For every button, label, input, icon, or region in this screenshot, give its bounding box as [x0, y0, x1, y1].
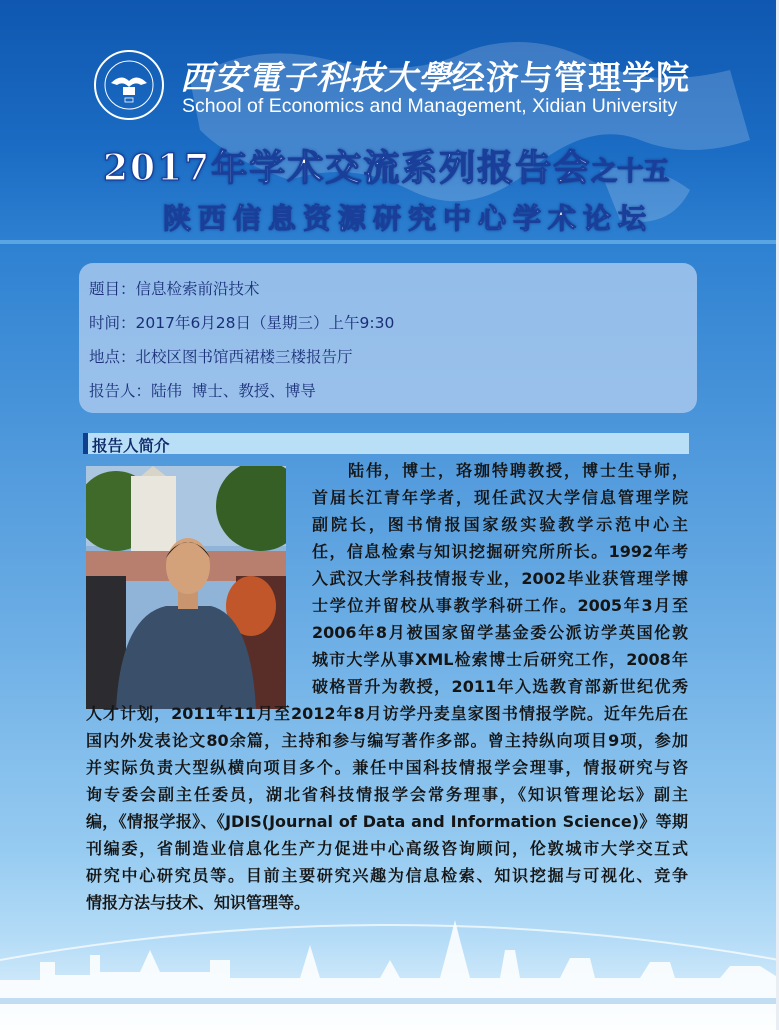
bio-line: 首届长江青年学者，现任武汉大学信息管理学院: [312, 488, 688, 507]
bio-line: 编，《情报学报》、《JDIS(Journal of Data and Information Science)》等期: [86, 812, 688, 831]
bio-line: 刊编委，省制造业信息化生产力促进中心高级咨询顾问，伦敦城市大学交互式: [86, 839, 688, 858]
bio-line: 破格晋升为教授，2011年入选教育部新世纪优秀: [312, 677, 688, 696]
lecture-place: 地点：北校区图书馆西裙楼三楼报告厅: [89, 348, 353, 366]
bio-line: 士学位并留校从事教学科研工作。2005年3月至: [312, 596, 688, 615]
header-divider: [0, 240, 779, 244]
speaker-photo: [86, 466, 286, 709]
speaker-bio-continued: [86, 700, 688, 916]
speaker-bio-heading: 报告人简介: [92, 437, 170, 455]
bio-line: 情报方法与技术、知识管理等。: [86, 893, 311, 912]
bio-line: 城市大学从事XML检索博士后研究工作，2008年: [312, 650, 688, 669]
school-name-bold: 经济与管理学院: [452, 58, 690, 97]
event-subtitle: 陕西信息资源研究中心学术论坛: [163, 202, 654, 235]
school-name-english: School of Economics and Management, Xidian University: [182, 95, 678, 117]
bio-line: 询专委会副主任委员，湖北省科技情报学会常务理事，《知识管理论坛》副主: [86, 785, 688, 804]
bio-line: 陆伟，博士，珞珈特聘教授，博士生导师，: [312, 461, 688, 480]
bio-line: 任，信息检索与知识挖掘研究所所长。1992年考: [312, 542, 688, 561]
city-skyline-decoration: [0, 900, 779, 1030]
lecture-speaker: 报告人：陆伟 博士、教授、博导: [89, 382, 316, 400]
bio-line: 2006年8月被国家留学基金委公派访学英国伦敦: [312, 623, 688, 642]
bio-line: 国内外发表论文80余篇，主持和参与编写著作多部。曾主持纵向项目9项，参加: [86, 731, 688, 750]
school-name-chinese: [180, 52, 690, 99]
lecture-time: 时间：2017年6月28日（星期三）上午9:30: [89, 314, 395, 332]
bio-line: 人才计划，2011年11月至2012年8月访学丹麦皇家图书情报学院。近年先后在: [86, 704, 688, 723]
event-title-main: 2017年学术交流系列报告会: [103, 147, 592, 189]
university-seal-logo: [93, 49, 165, 121]
university-name-calligraphy: 西安電子科技大學: [180, 58, 452, 97]
heading-marker: [83, 433, 88, 454]
lecture-topic: 题目：信息检索前沿技术: [89, 280, 260, 298]
speaker-bio-heading-bar: [83, 433, 689, 454]
bio-line: 副院长，图书情报国家级实验教学示范中心主: [312, 515, 688, 534]
event-title: [103, 140, 669, 191]
lecture-info-box: [79, 263, 697, 413]
speaker-bio-intro: [312, 457, 688, 700]
event-title-suffix: 之十五: [591, 157, 670, 187]
bio-line: 入武汉大学科技情报专业，2002毕业获管理学博: [312, 569, 688, 588]
bio-line: 研究中心研究员等。目前主要研究兴趣为信息检索、知识挖掘与可视化、竞争: [86, 866, 688, 885]
bio-line: 并实际负责大型纵横向项目多个。兼任中国科技情报学会理事，情报研究与咨: [86, 758, 688, 777]
